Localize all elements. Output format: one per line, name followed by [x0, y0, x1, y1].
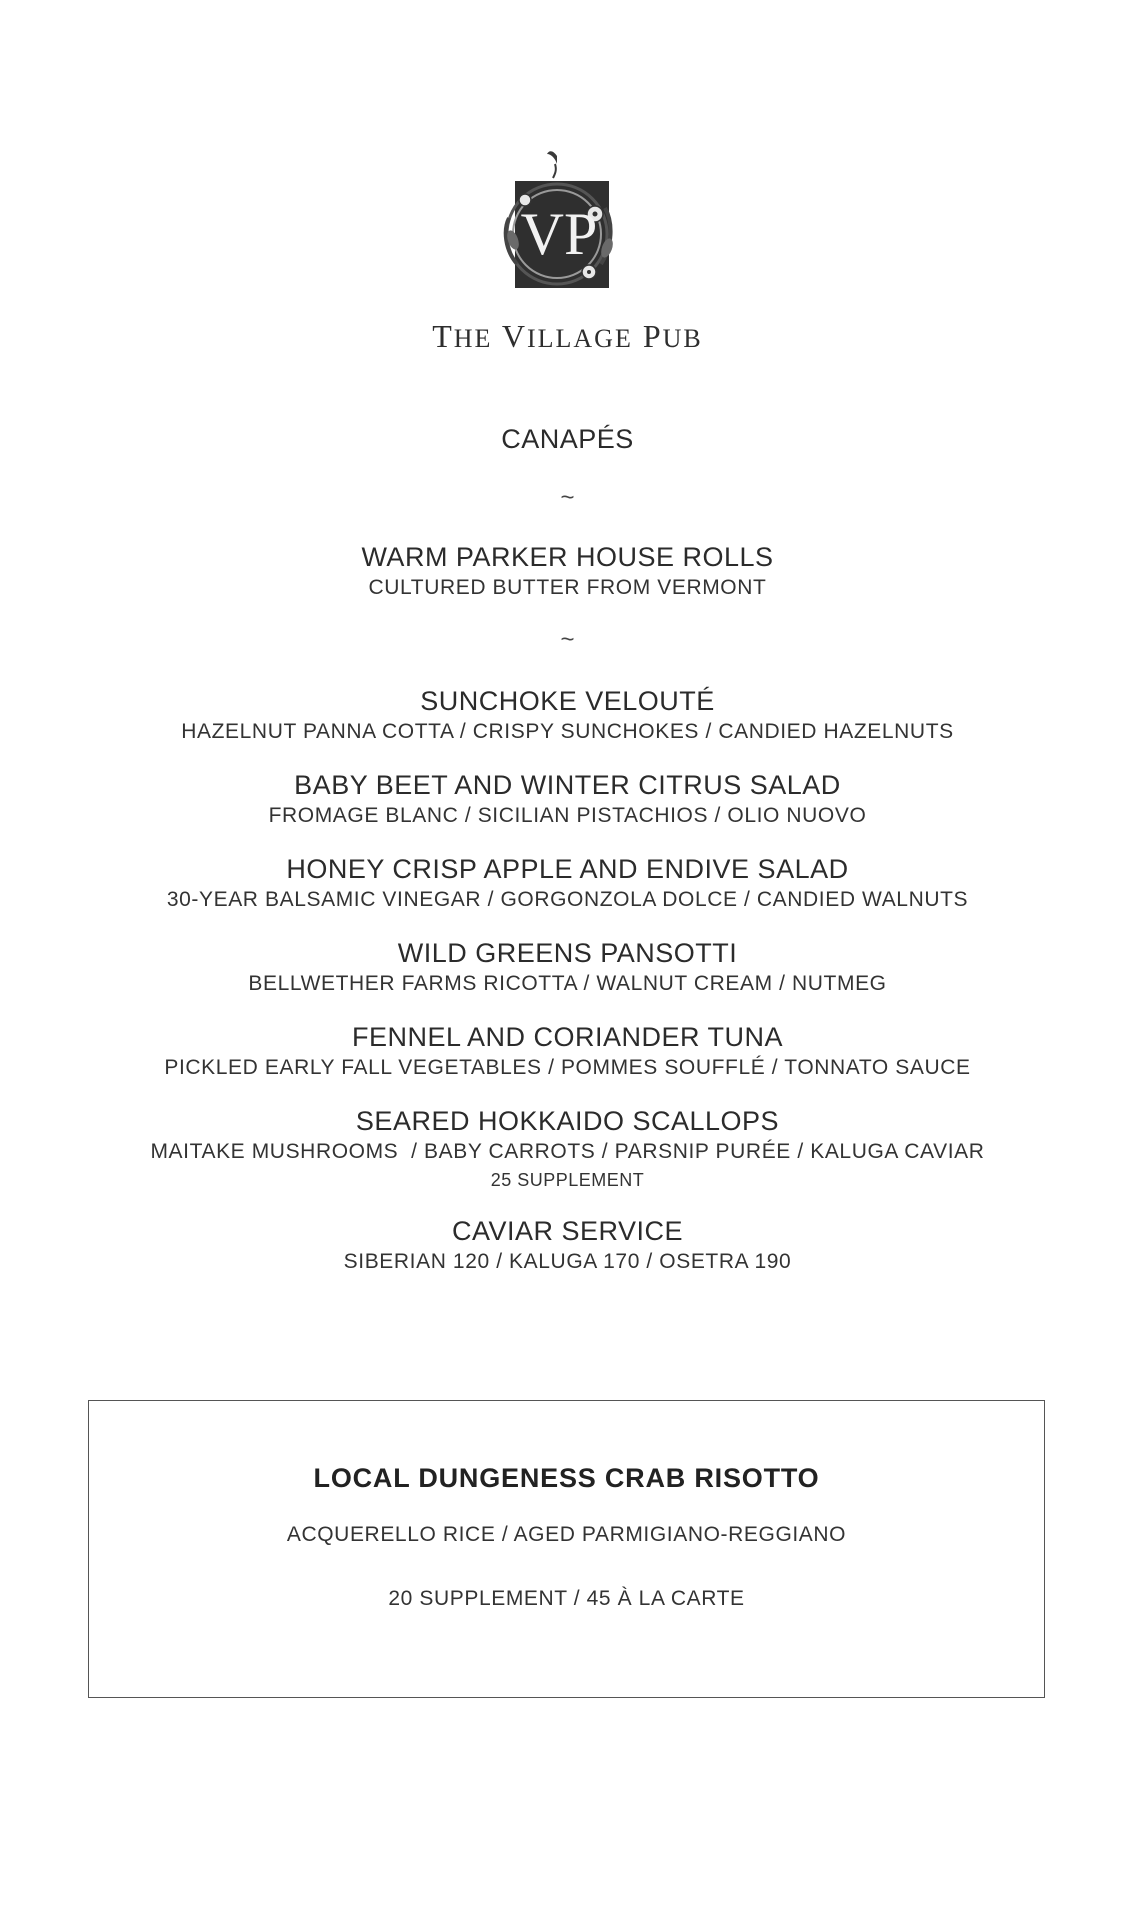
menu-item-desc: BELLWETHER FARMS RICOTTA / WALNUT CREAM / NUTMEG — [248, 972, 887, 995]
supplement-note: 25 SUPPLEMENT — [490, 1170, 645, 1190]
menu-item-title: FENNEL AND CORIANDER TUNA — [351, 1022, 784, 1052]
menu-item-title: WILD GREENS PANSOTTI — [397, 938, 738, 968]
menu-item-desc: PICKLED EARLY FALL VEGETABLES / POMMES SOUFFLÉ / TONNATO SAUCE — [164, 1056, 971, 1079]
menu-item-desc: SIBERIAN 120 / KALUGA 170 / OSETRA 190 — [343, 1250, 792, 1273]
divider: ~ — [560, 484, 575, 511]
menu-item-desc: CULTURED BUTTER FROM VERMONT — [368, 576, 767, 599]
restaurant-name — [0, 318, 1135, 355]
menu-item-desc: MAITAKE MUSHROOMS / BABY CARROTS / PARSNIP PURÉE / KALUGA CAVIAR — [150, 1140, 985, 1163]
divider: ~ — [560, 626, 575, 653]
menu-item-desc: HAZELNUT PANNA COTTA / CRISPY SUNCHOKES / CANDIED HAZELNUTS — [181, 720, 954, 743]
menu-item-title: HONEY CRISP APPLE AND ENDIVE SALAD — [286, 854, 849, 884]
village-pub-logo — [495, 148, 625, 298]
menu-item-title: SUNCHOKE VELOUTÉ — [420, 686, 715, 716]
restaurant-name-text: THE VILLAGE PUB — [432, 318, 703, 354]
menu-item-desc: 30-YEAR BALSAMIC VINEGAR / GORGONZOLA DOLCE / CANDIED WALNUTS — [166, 888, 969, 911]
feature-price: 20 SUPPLEMENT / 45 À LA CARTE — [388, 1587, 745, 1610]
menu-item-title: SEARED HOKKAIDO SCALLOPS — [355, 1106, 780, 1136]
feature-desc: ACQUERELLO RICE / AGED PARMIGIANO-REGGIANO — [286, 1523, 847, 1546]
menu-item-title: CAVIAR SERVICE — [451, 1216, 684, 1246]
menu-item-desc: FROMAGE BLANC / SICILIAN PISTACHIOS / OLIO NUOVO — [268, 804, 867, 827]
feature-box — [88, 1400, 1045, 1698]
canapes-heading: CANAPÉS — [501, 424, 634, 454]
menu-item-title: BABY BEET AND WINTER CITRUS SALAD — [294, 770, 841, 800]
feature-title: LOCAL DUNGENESS CRAB RISOTTO — [313, 1463, 820, 1493]
menu-item-title: WARM PARKER HOUSE ROLLS — [361, 542, 774, 572]
svg-text:VP: VP — [520, 201, 598, 267]
